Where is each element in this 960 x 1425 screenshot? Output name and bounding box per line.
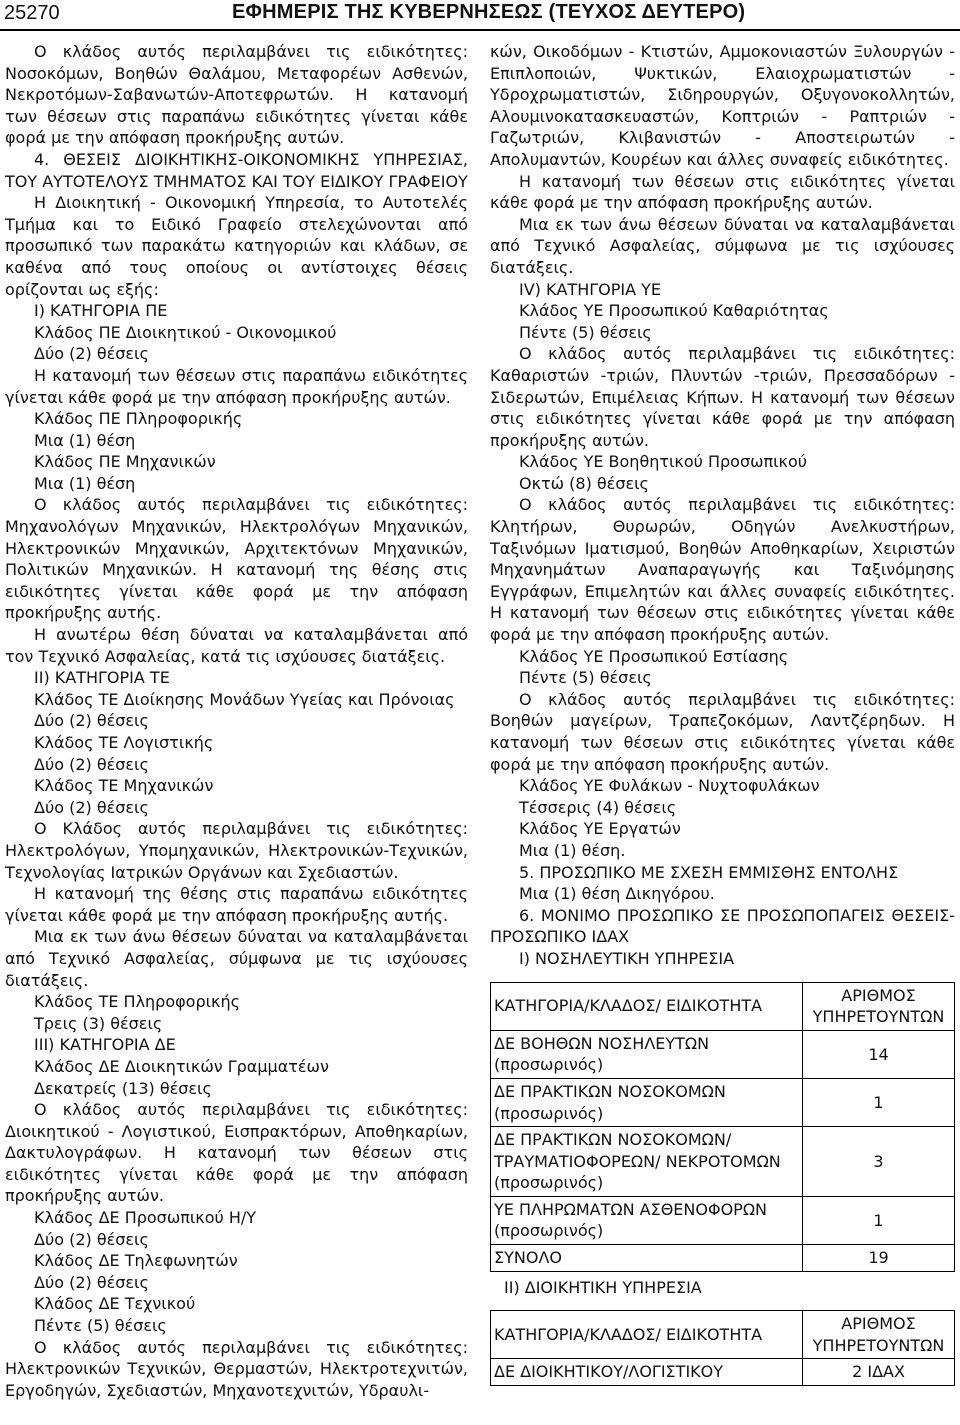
positions-count: Τρεις (3) θέσεις [34,1013,163,1033]
table-cell: ΥΕ ΠΛΗΡΩΜΑΤΩΝ ΑΣΘΕΝΟΦΟΡΩΝ (προσωρινός) [491,1196,803,1244]
table-header-row [491,982,955,1030]
gazette-title: ΕΦΗΜΕΡΙΣ ΤΗΣ ΚΥΒΕΡΝΗΣΕΩΣ (ΤΕΥΧΟΣ ΔΕΥΤΕΡΟ) [232,1,746,23]
admin-staff-table [490,1310,955,1386]
paragraph: Ο κλάδος αυτός περιλαμβάνει τις ειδικότητες: Μηχανολόγων Μηχανικών, Ηλεκτρολόγων Μηχανικών, Ηλεκτρονικών Μηχανικών, Αρχιτεκτόνων Μηχανικών, Πολιτικών Μηχανικών. Η κατανομή της θέσης στις ειδικότητες γίνεται κάθε φορά με την απόφαση προκήρυξης αυτής. [5,495,468,623]
positions-count: Δύο (2) θέσεις [34,344,149,364]
table-cell: 1 [803,1078,955,1126]
positions-count: Πέντε (5) θέσεις [519,322,652,342]
paragraph: Ο Κλάδος αυτός περιλαμβάνει τις ειδικότητες: Ηλεκτρολόγων, Υπομηχανικών, Ηλεκτρονικών-Τεχνικών, Τεχνολογίας Ιατρικών Οργάνων και Σχεδιαστών. [5,819,468,882]
branch-title: Κλάδος ΥΕ Εργατών [519,819,681,839]
paragraph: Ο κλάδος αυτός περιλαμβάνει τις ειδικότητες: Ηλεκτρονικών Τεχνικών, Θερμαστών, Ηλεκτροτεχνιτών, Εργοδηγών, Σχεδιαστών, Μηχανοτεχνιτών, Υδραυλι- [5,1337,468,1400]
branch-title: Κλάδος ΤΕ Μηχανικών [34,776,214,796]
branch-title: Κλάδος ΔΕ Τηλεφωνητών [34,1251,238,1271]
paragraph: Ο κλάδος αυτός περιλαμβάνει τις ειδικότητες: Νοσοκόμων, Βοηθών Θαλάμου, Μεταφορέων Ασθενών, Νεκροτόμων-Σαβανωτών-Αποτεφρωτών. Η κατανομή των θέσεων στις παραπάνω ειδικότητες γίνεται κάθε φορά με την απόφαση προκήρυξης αυτών. [5,42,468,148]
table-header-cell: ΑΡΙΘΜΟΣ ΥΠΗΡΕΤΟΥΝΤΩΝ [803,1311,955,1359]
table-cell: 3 [803,1127,955,1197]
paragraph: Ο κλάδος αυτός περιλαμβάνει τις ειδικότητες: Βοηθών μαγείρων, Τραπεζοκόμων, Λαντζέρηδων. Η κατανομή των θέσεων στις ειδικότητες γίνεται κάθε φορά με την απόφαση προκήρυξης αυτών. [490,689,955,774]
table-row [491,1127,955,1197]
positions-count: Πέντε (5) θέσεις [34,1316,167,1336]
branch-title: Κλάδος ΠΕ Πληροφορικής [34,409,243,429]
table-row [491,1078,955,1126]
paragraph: Μια εκ των άνω θέσεων δύναται να καταλαμβάνεται από Τεχνικό Ασφαλείας, σύμφωνα με τις ισχύουσες διατάξεις. [490,214,955,277]
positions-count: Μια (1) θέση. [519,840,626,860]
table-row [491,1196,955,1244]
paragraph: Η ανωτέρω θέση δύναται να καταλαμβάνεται από τον Τεχνικό Ασφαλείας, κατά τις ισχύουσες διατάξεις. [5,625,468,666]
branch-title: Κλάδος ΥΕ Προσωπικού Καθαριότητας [519,301,829,321]
branch-title: Κλάδος ΔΕ Τεχνικού [34,1294,196,1314]
paragraph: Η κατανομή της θέσης στις παραπάνω ειδικότητες γίνεται κάθε φορά με την απόφαση προκήρυξης αυτής. [5,884,468,925]
branch-title: Κλάδος ΔΕ Διοικητικών Γραμματέων [34,1056,329,1076]
section-heading: 4. ΘΕΣΕΙΣ ΔΙΟΙΚΗΤΙΚΗΣ-ΟΙΚΟΝΟΜΙΚΗΣ ΥΠΗΡΕΣΙΑΣ, ΤΟΥ ΑΥΤΟΤΕΛΟΥΣ ΤΜΗΜΑΤΟΣ ΚΑΙ ΤΟΥ ΕΙΔΙΚΟΥ ΓΡΑΦΕΙΟΥ [5,149,468,191]
paragraph: κών, Οικοδόμων - Κτιστών, Αμμοκονιαστών Ξυλουργών - Επιπλοποιών, Ψυκτικών, Ελαιοχρωματιστών - Υδροχρωματιστών, Σιδηρουργών, Οξυγονοκολλητών, Αλουμινοκατασκευαστών, Κοπτριών - Ραπτριών - Γαζωτριών, Κλιβανιστών - Αποστειρωτών - Απολυμαντών, Κουρέων και άλλες συναφείς ειδικότητες. [490,42,955,169]
category-heading: Ι) ΚΑΤΗΓΟΡΙΑ ΠΕ [34,301,168,321]
page-number: 25270 [4,2,60,24]
branch-title: Κλάδος ΥΕ Φυλάκων - Νυχτοφυλάκων [519,776,820,796]
branch-title: Κλάδος ΤΕ Λογιστικής [34,733,214,752]
table-row [491,1359,955,1386]
positions-count: Οκτώ (8) θέσεις [519,473,649,493]
header-rule [0,29,960,31]
table-cell: ΔΕ ΠΡΑΚΤΙΚΩΝ ΝΟΣΟΚΟΜΩΝ/ ΤΡΑΥΜΑΤΙΟΦΟΡΕΩΝ/ ΝΕΚΡΟΤΟΜΩΝ (προσωρινός) [491,1127,803,1197]
table-cell: ΔΕ ΠΡΑΚΤΙΚΩΝ ΝΟΣΟΚΟΜΩΝ (προσωρινός) [491,1078,803,1126]
subsection-heading: Ι) ΝΟΣΗΛΕΥΤΙΚΗ ΥΠΗΡΕΣΙΑ [519,948,735,968]
section-heading: 6. ΜΟΝΙΜΟ ΠΡΟΣΩΠΙΚΟ ΣΕ ΠΡΟΣΩΠΟΠΑΓΕΙΣ ΘΕΣΕΙΣ-ΠΡΟΣΩΠΙΚΟ ΙΔΑΧ [490,905,955,947]
paragraph: Ο κλάδος αυτός περιλαμβάνει τις ειδικότητες: Κλητήρων, Θυρωρών, Οδηγών Ανελκυστήρων, Ταξινόμων Ιματισμού, Βοηθών Αποθηκαρίων, Χειριστών Μηχανημάτων Αναπαραγωγής και Ταξινόμησης Εγγράφων, Επιμελητών και άλλες συναφείς ειδικότητες. Η κατανομή των θέσεων στις ειδικότητες γίνεται κάθε φορά με την απόφαση προκήρυξης αυτών. [490,495,955,645]
paragraph: Ο κλάδος αυτός περιλαμβάνει τις ειδικότητες: Καθαριστών -τριών, Πλυντών -τριών, Πρεσσαδόρων - Σιδερωτών, Επιμέλειας Κήπων. Η κατανομή των θέσεων στις ειδικότητες γίνεται κάθε φορά με την απόφαση προκήρυξης αυτών. [490,344,955,450]
positions-count: Δύο (2) θέσεις [34,1272,149,1292]
positions-count: Τέσσερις (4) θέσεις [519,797,677,817]
category-heading: ΙΙ) ΚΑΤΗΓΟΡΙΑ ΤΕ [34,668,170,688]
positions-count: Πέντε (5) θέσεις [519,668,652,688]
positions-count: Μια (1) θέση [34,473,136,493]
table-cell: 19 [803,1245,955,1272]
table-header-row [491,1311,955,1359]
paragraph: Η κατανομή των θέσεων στις ειδικότητες γίνεται κάθε φορά με την απόφαση προκήρυξης αυτών. [490,171,955,213]
branch-title: Κλάδος ΔΕ Προσωπικού Η/Υ [34,1208,257,1228]
paragraph: Μια εκ των άνω θέσεων δύναται να καταλαμβάνεται από Τεχνικό Ασφαλείας, σύμφωνα με τις ισχύουσες διατάξεις. [5,927,468,990]
table-total-row [491,1245,955,1272]
table-header-cell: ΚΑΤΗΓΟΡΙΑ/ΚΛΑΔΟΣ/ ΕΙΔΙΚΟΤΗΤΑ [491,982,803,1030]
branch-title: Κλάδος ΥΕ Βοηθητικού Προσωπικού [519,452,808,472]
table-cell: 2 ΙΔΑΧ [803,1359,955,1386]
positions-count: Μια (1) θέση [34,430,136,450]
table-header-cell: ΑΡΙΘΜΟΣ ΥΠΗΡΕΤΟΥΝΤΩΝ [803,982,955,1030]
positions-count: Δύο (2) θέσεις [34,711,149,731]
branch-title: Κλάδος ΤΕ Πληροφορικής [34,992,240,1012]
page-header [0,0,960,30]
table-cell: ΔΕ ΒΟΗΘΩΝ ΝΟΣΗΛΕΥΤΩΝ (προσωρινός) [491,1030,803,1078]
positions-count: Μια (1) θέση Δικηγόρου. [519,884,715,904]
table-cell: ΔΕ ΔΙΟΙΚΗΤΙΚΟΥ/ΛΟΓΙΣΤΙΚΟΥ [491,1359,803,1386]
subsection-heading: ΙΙ) ΔΙΟΙΚΗΤΙΚΗ ΥΠΗΡΕΣΙΑ [504,1277,702,1297]
table-row [491,1030,955,1078]
table-cell: 1 [803,1196,955,1244]
right-column [490,41,955,1386]
paragraph: Η κατανομή των θέσεων στις παραπάνω ειδικότητες γίνεται κάθε φορά με την απόφαση προκήρυξης αυτών. [5,365,468,407]
table-header-cell: ΚΑΤΗΓΟΡΙΑ/ΚΛΑΔΟΣ/ ΕΙΔΙΚΟΤΗΤΑ [491,1311,803,1359]
category-heading: ΙΙΙ) ΚΑΤΗΓΟΡΙΑ ΔΕ [34,1035,176,1055]
branch-title: Κλάδος ΤΕ Διοίκησης Μονάδων Υγείας και Πρόνοιας [34,689,455,709]
branch-title: Κλάδος ΠΕ Διοικητικού - Οικονομικού [34,322,337,342]
paragraph: Ο κλάδος αυτός περιλαμβάνει τις ειδικότητες: Διοικητικού - Λογιστικού, Εισπρακτόρων, Αποθηκαρίων, Δακτυλογράφων. Η κατανομή των θέσεων στις ειδικότητες γίνεται κάθε φορά με την απόφαση προκήρυξης αυτών. [5,1100,468,1206]
nursing-staff-table [490,982,955,1272]
positions-count: Δύο (2) θέσεις [34,754,149,774]
category-heading: ΙV) ΚΑΤΗΓΟΡΙΑ ΥΕ [519,279,662,299]
section-heading: 5. ΠΡΟΣΩΠΙΚΟ ΜΕ ΣΧΕΣΗ ΕΜΜΙΣΘΗΣ ΕΝΤΟΛΗΣ [519,862,899,882]
table-cell: 14 [803,1030,955,1078]
table-cell: ΣΥΝΟΛΟ [491,1245,803,1272]
positions-count: Δύο (2) θέσεις [34,1229,149,1249]
paragraph: Η Διοικητική - Οικονομική Υπηρεσία, το Αυτοτελές Τμήμα και το Ειδικό Γραφείο στελεχώνονται από προσωπικό των παρακάτω κατηγοριών και κλάδων, σε καθένα από τους οποίους οι αντίστοιχες θέσεις ορίζονται ως εξής: [5,193,468,299]
branch-title: Κλάδος ΠΕ Μηχανικών [34,452,216,472]
branch-title: Κλάδος ΥΕ Προσωπικού Εστίασης [519,646,789,666]
positions-count: Δύο (2) θέσεις [34,797,149,817]
positions-count: Δεκατρείς (13) θέσεις [34,1078,212,1098]
left-column [5,41,468,1401]
